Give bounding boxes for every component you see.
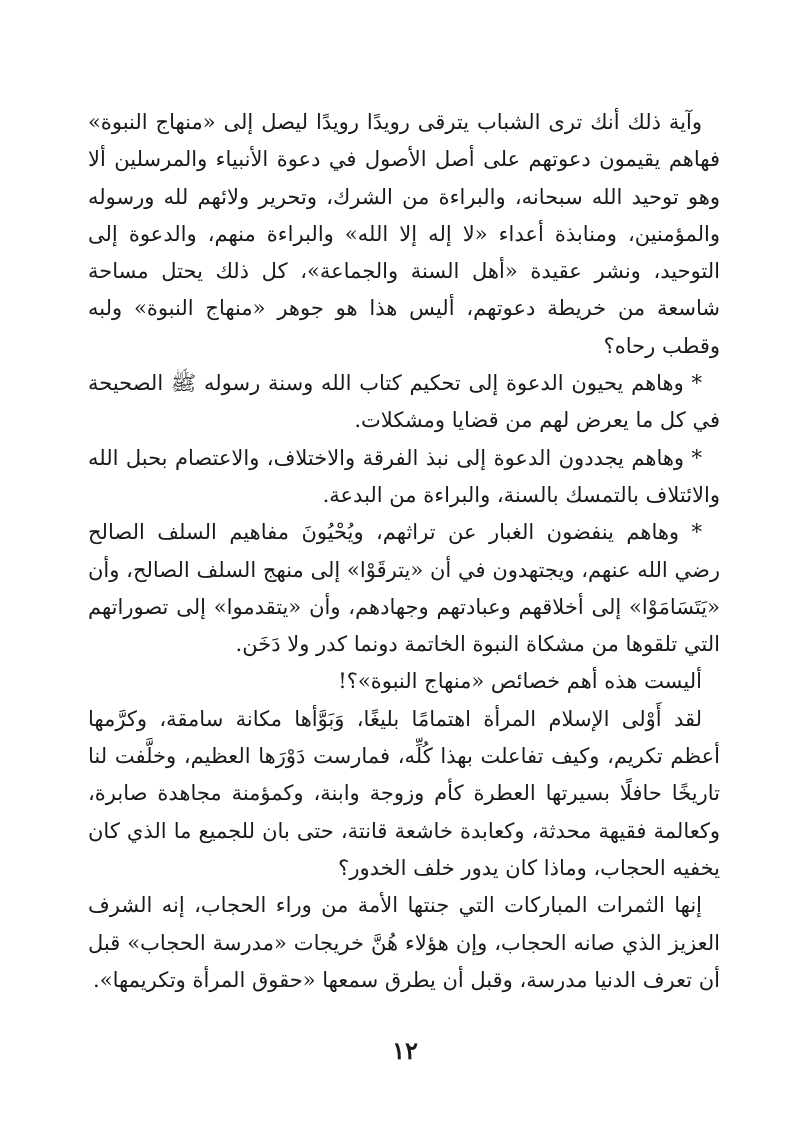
paragraph-women-honor: لقد أَوْلى الإسلام المرأة اهتمامًا بليغًا، وَبَوَّأها مكانة سامقة، وكرَّمها أعظم تكريم، وكيف تفاعلت بهذا كُلِّه، فمارست دَوْرَها العظيم، وخلَّفت لنا تاريخًا حافلًا بسيرتها العطرة كأم وزوجة وابنة، وكمؤمنة مجاهدة صابرة، وكعالمة فقيهة محدثة، وكعابدة خاشعة قانتة، حتى بان للجميع ما الذي كان يخفيه الحجاب، وماذا كان يدور خلف الخدور؟ xyxy=(88,706,720,880)
paragraph-book-and-sunnah: * وهاهم يحيون الدعوة إلى تحكيم كتاب الله وسنة رسوله ﷺ الصحيحة في كل ما يعرض لهم من قضايا ومشكلات. xyxy=(88,371,720,433)
paragraph-question: أليست هذه أهم خصائص «منهاج النبوة»؟! xyxy=(338,669,702,694)
paragraph-hijab-fruits: إنها الثمرات المباركات التي جنتها الأمة من وراء الحجاب، إنه الشرف العزيز الذي صانه الحجاب، وإن هؤلاء هُنَّ خريجات «مدرسة الحجاب» قبل أن تعرف الدنيا مدرسة، وقبل أن يطرق سمعها «حقوق المرأة وتكريمها». xyxy=(88,893,720,992)
page-body xyxy=(88,104,720,999)
page-number: ١٢ xyxy=(392,1036,418,1065)
paragraph-salaf-heritage: * وهاهم ينفضون الغبار عن تراثهم، ويُحْيُونَ مفاهيم السلف الصالح رضي الله عنهم، ويجتهدون في أن «يترقَوْا» إلى منهج السلف الصالح، وأن «يَتَسَامَوْا» إلى أخلاقهم وعبادتهم وجهادهم، وأن «يتقدموا» إلى تصوراتهم التي تلقوها من مشكاة النبوة الخاتمة دونما كدر ولا دَخَن. xyxy=(88,520,720,657)
paragraph-prophetic-method: وآية ذلك أنك ترى الشباب يترقى رويدًا رويدًا ليصل إلى «منهاج النبوة» فهاهم يقيمون دعوتهم على أصل الأصول في دعوة الأنبياء والمرسلين ألا وهو توحيد الله سبحانه، والبراءة من الشرك، وتحرير ولائهم لله ورسوله والمؤمنين، ومنابذة أعداء «لا إله إلا الله» والبراءة منهم، والدعوة إلى التوحيد، ونشر عقيدة «أهل السنة والجماعة»، كل ذلك يحتل مساحة شاسعة من خريطة دعوتهم، أليس هذا هو جوهر «منهاج النبوة» ولبه وقطب رحاه؟ xyxy=(88,110,720,358)
paragraph-unity: * وهاهم يجددون الدعوة إلى نبذ الفرقة والاختلاف، والاعتصام بحبل الله والائتلاف بالتمسك بالسنة، والبراءة من البدعة. xyxy=(88,445,720,507)
